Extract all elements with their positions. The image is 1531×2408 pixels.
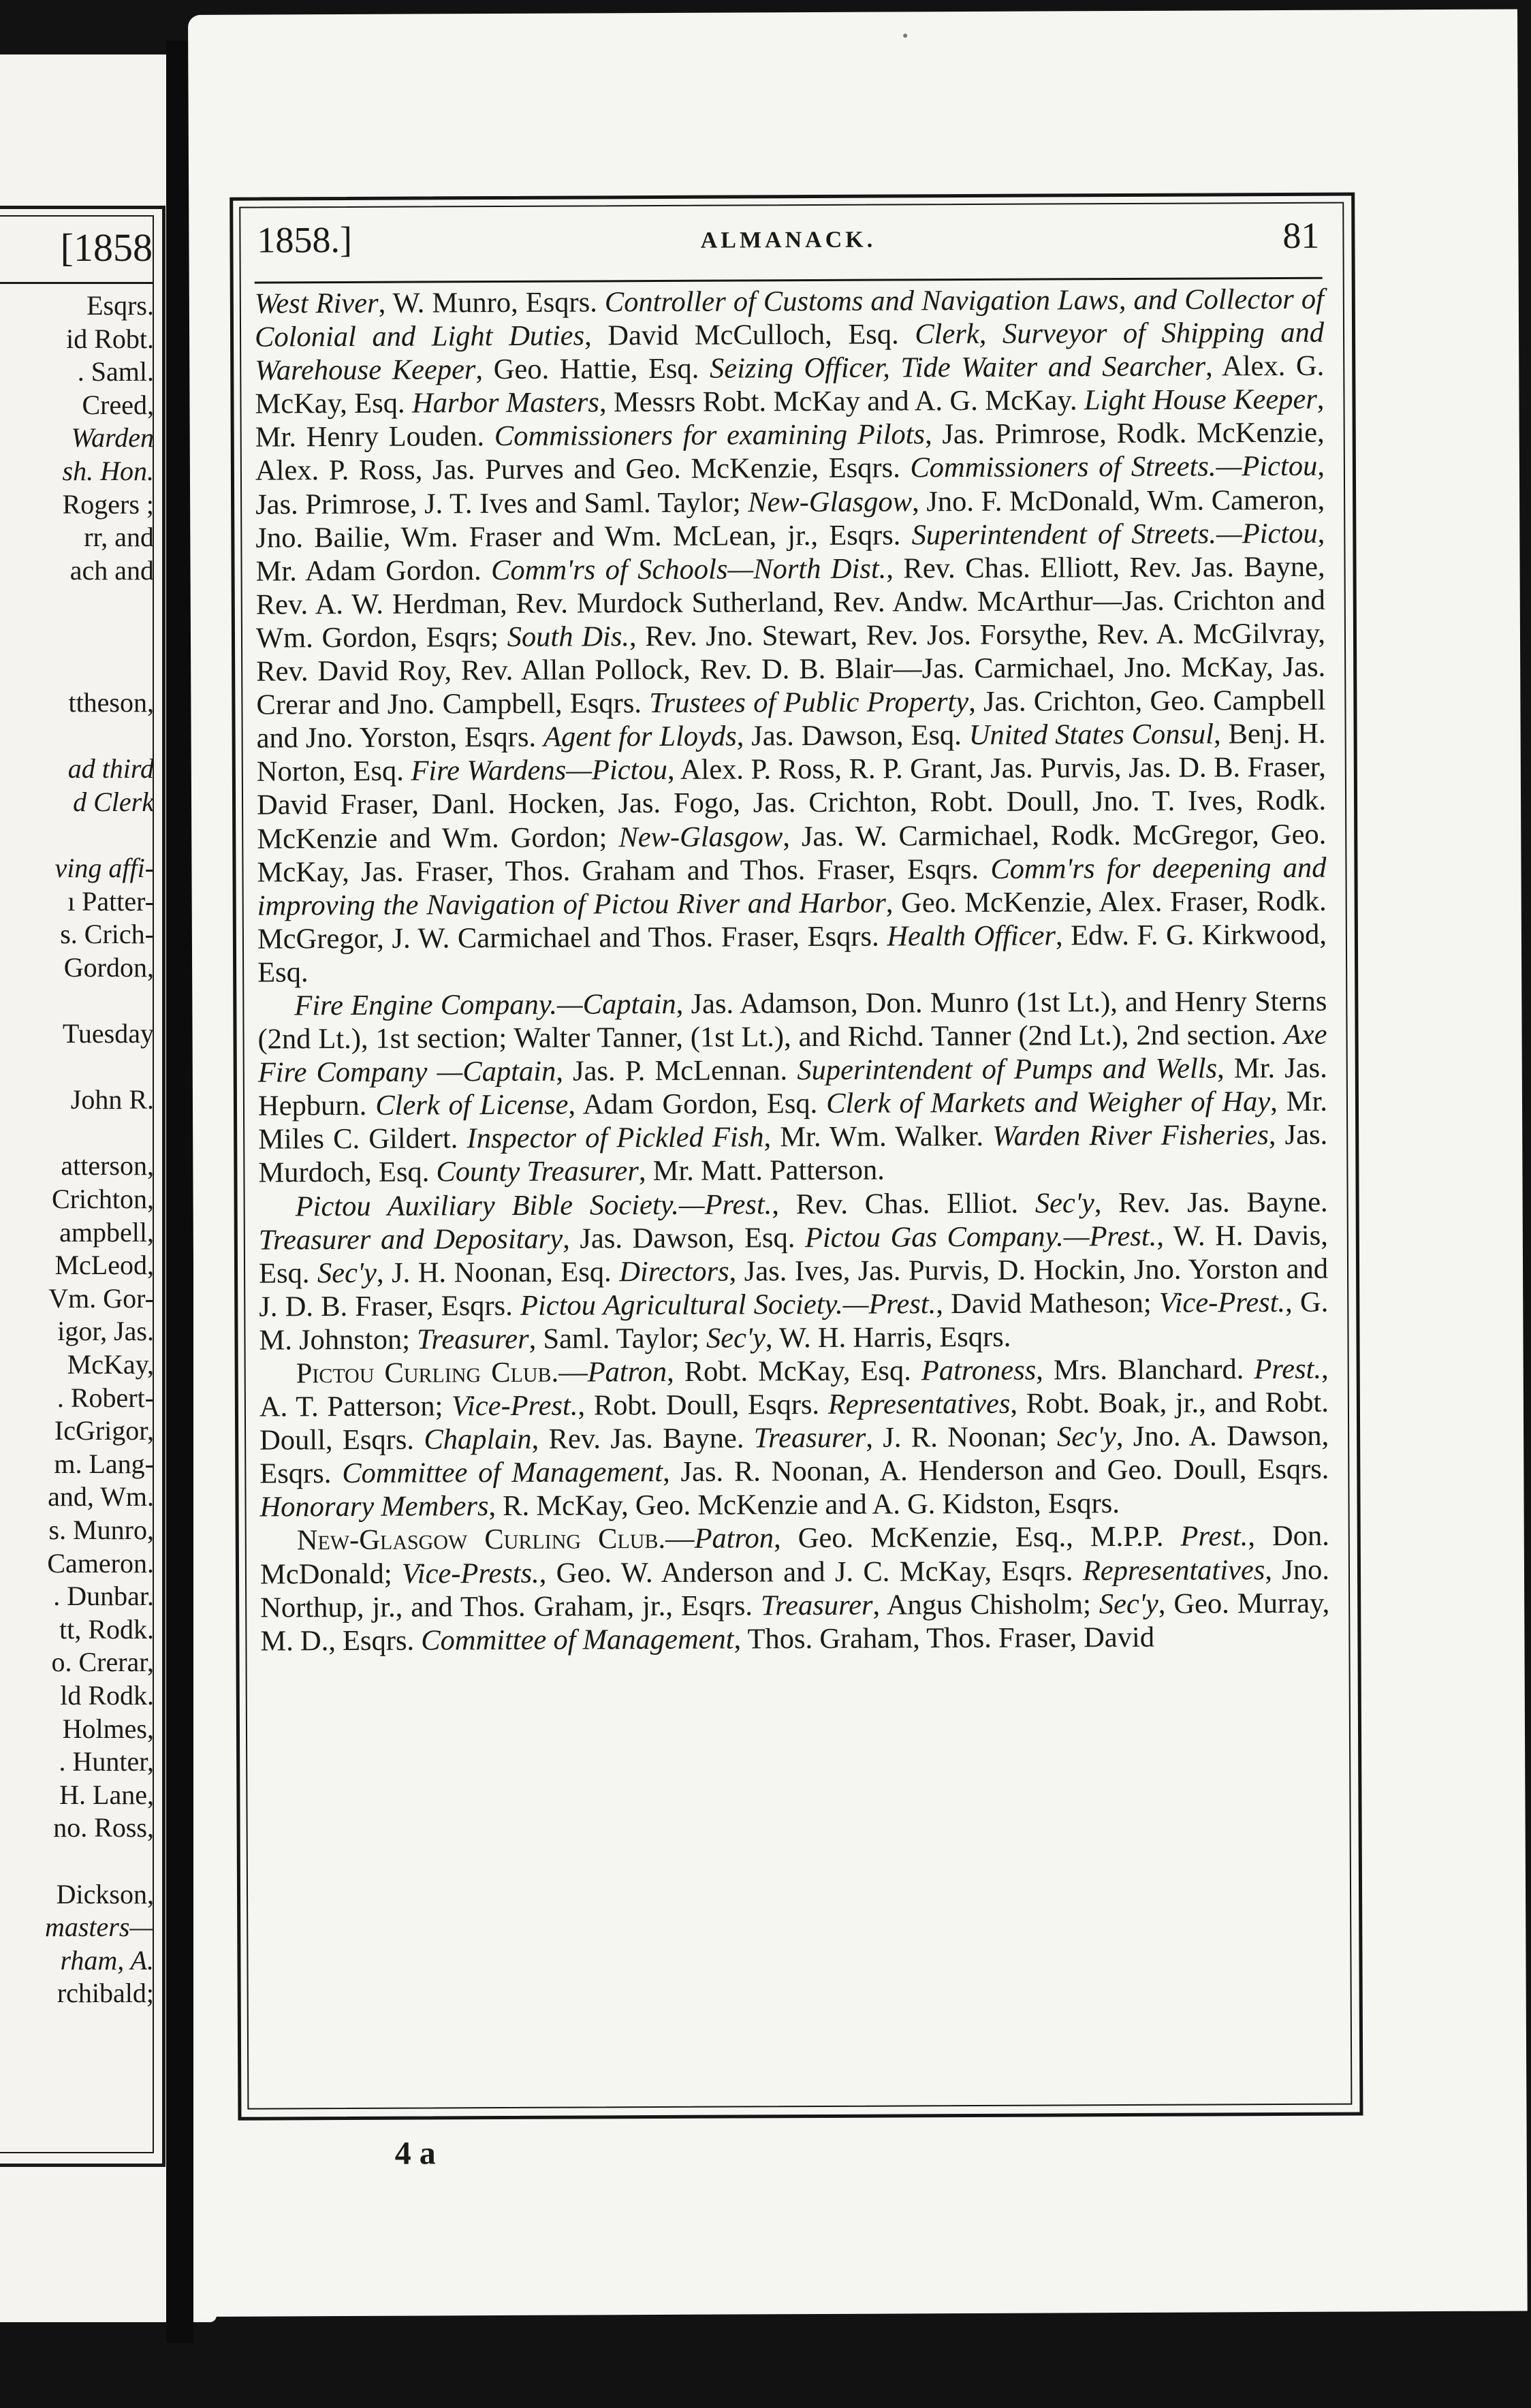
text-run: M. D. [260,1624,329,1658]
italic-run: Fire Wardens—Pictou [411,754,668,787]
italic-run: Vice-Prests. [401,1557,539,1590]
italic-run: Sec'y [1099,1587,1158,1620]
page-number: 81 [1282,215,1320,256]
text-run: , Jas. Dawson, Esq. [736,719,969,752]
left-page-line: igor, Jas. [57,1316,154,1347]
left-page-line: rr, and [84,522,154,553]
italic-run: Controller of Customs and Navigation Laws, and Collector of Colonial and Light Duties [254,283,1324,353]
text-run: , Robt. Boak, jr., and Robt. Doull, Esqrs. [259,1386,1329,1457]
left-page-line: ttheson, [68,687,154,718]
left-page-line: . Dunbar. [53,1581,154,1612]
left-page-line: McLeod, [54,1250,154,1281]
italic-run: Vice-Prest. [452,1389,578,1423]
left-page-line: m. Lang- [54,1448,154,1479]
text-run: , Saml. Taylor; [528,1322,707,1355]
text-run: , Geo. W. Anderson and J. C. McKay, Esqrs. [539,1554,1083,1589]
italic-run: Sec'y [706,1322,766,1354]
text-run: , Mr. Henry Louden. [255,383,1325,454]
text-run: , Geo. Hattie, Esq. [475,352,710,386]
left-page-header: [1858 [60,225,153,270]
text-run: , Messrs Robt. McKay and A. G. McKay. [599,384,1085,419]
running-header [257,215,1319,274]
italic-run: Treasurer [760,1589,873,1622]
left-page-line: Gordon, [63,951,154,983]
italic-run: Committee of Management [342,1456,663,1490]
text-run: , Jas. Ives, Jas. Purvis, D. Hockin, Jno. Yorston and J. D. B. Fraser, Esqrs. [259,1252,1329,1323]
left-page-line: ld Rodk. [60,1679,154,1711]
left-page-line [0,1845,154,1878]
text-run: , Alex. G. McKay, Esq. [255,349,1325,420]
italic-run: Prest. [1254,1352,1322,1386]
left-page-line: ampbell, [59,1216,154,1248]
italic-run: Pictou Agricultural Society.—Prest. [520,1288,936,1322]
left-page-line: . Robert- [57,1382,154,1413]
left-page-line: sh. Hon. [62,455,154,486]
text-run: , Jno. Northup, jr., and Thos. Graham, jr., Esqrs. [260,1553,1330,1624]
text-run: , Geo. Murray, [1158,1587,1330,1620]
italic-run: Superintendent of Streets.—Pictou [911,517,1318,552]
text-run: , W. H. Harris, Esqrs. [765,1320,1011,1354]
text-run: , W. H. Davis, Esq. [258,1219,1328,1290]
italic-run: Chaplain [424,1423,532,1456]
text-run: , Angus Chisholm; [872,1587,1099,1621]
text-run: , Thos. Graham, Thos. Fraser, David [733,1621,1155,1656]
left-page-line: Tuesday [62,1018,154,1049]
left-page-line: John R. [70,1084,154,1115]
italic-run: Sec'y [317,1256,377,1289]
left-page-line [0,1117,154,1150]
italic-run: Seizing Officer, Tide Waiter and Searcher [709,350,1206,385]
text-run: , Mr. Matt. Patterson. [638,1154,885,1188]
italic-run: Trustees of Public Property [649,686,969,720]
text-run: , W. Munro, Esqrs. [378,286,605,319]
text-run: , Jno. A. Dawson, Esqrs. [259,1419,1329,1490]
italic-run: Agent for Lloyds [543,720,737,753]
text-run: , Benj. H. Norton, Esq. [256,717,1326,788]
left-page-line: s. Munro, [48,1514,154,1545]
header-title: ALMANACK. [700,227,877,253]
left-page-line: d Clerk [73,786,154,817]
left-page-line: Rogers ; [62,488,154,520]
italic-run: Superintendent of Pumps and Wells [797,1052,1218,1087]
text-run: , G. M. Johnston; [259,1286,1329,1357]
text-run: , Adam Gordon, Esq. [568,1088,827,1121]
italic-run: Commissioners for examining Pilots [494,418,926,453]
italic-run: Pictou Gas Company.—Prest. [804,1220,1157,1254]
left-page-line [0,984,154,1017]
left-page-line: Vm. Gor- [48,1282,154,1314]
text-run: , Robt. McKay, Esq. [667,1354,921,1388]
left-page-line [0,720,154,753]
text-run: , Mr. Adam Gordon. [255,517,1325,588]
italic-run: Directors [619,1255,729,1288]
text-run: , Geo. McKenzie, Esq., M.P.P. [773,1521,1181,1555]
left-page-line: tt, Rodk. [59,1613,154,1645]
paper-speck [903,33,907,37]
text-run: , Mr. Jas. Hepburn. [257,1051,1327,1122]
left-page-line: s. Crich- [60,919,154,950]
left-page-line [0,654,154,687]
left-page-line: and, Wm. [48,1481,154,1512]
italic-run: Warden River Fisheries [992,1119,1269,1153]
text-run: , Mrs. Blanchard. [1036,1353,1254,1387]
italic-run: Comm'rs for deepening and improving the Navigation of Pictou River and Harbor [257,851,1327,922]
italic-run: Patron [587,1355,667,1389]
left-page-line: id Robt. [66,323,154,354]
left-page-line: rchibald; [57,1978,154,2009]
left-page-line: IcGrigor, [54,1415,154,1446]
text-run: , Jas. Crichton, Geo. Campbell and Jno. Yorston, Esqrs. [256,684,1326,755]
text-run: , Jno. F. McDonald, Wm. Cameron, Jno. Bailie, Wm. Fraser and Wm. McLean, jr., Esqrs. [255,484,1325,554]
italic-run: Commissioners of Streets.—Pictou [910,450,1318,484]
text-run: , Jas. W. Carmichael, Rodk. McGregor, Geo. McKay, Jas. Fraser, Thos. Graham and Thos. Fraser, Esqrs. [257,818,1327,889]
left-page-line: atterson, [61,1150,154,1182]
italic-run: Pictou Auxiliary Bible Society.—Prest. [295,1188,772,1222]
italic-run: Comm'rs of Schools—North Dist. [491,552,887,586]
italic-run: Committee of Management [421,1623,734,1657]
paragraph [257,985,1327,1190]
italic-run: South Dis. [507,620,630,653]
italic-run: Health Officer [887,919,1056,953]
signature-mark: 4 a [394,2135,436,2172]
left-page-line: ach and [69,554,154,586]
text-run: , Mr. Miles C. Gildert. [258,1085,1328,1156]
text-run: , J. H. Noonan, Esq. [376,1255,620,1289]
italic-run: New-Glasgow [748,485,913,518]
left-page-line: ad third [67,753,154,785]
italic-run: New-Glasgow [618,820,783,853]
italic-run: Clerk of License [375,1088,569,1122]
italic-run: Honorary Members [259,1490,489,1523]
italic-run: Sec'y [1056,1421,1116,1453]
text-run: , Jas. R. Noonan, A. Henderson and Geo. Doull, Esqrs. [662,1453,1329,1489]
italic-run: Representatives [827,1387,1011,1421]
text-run: , J. R. Noonan; [866,1421,1058,1454]
text-run: , Edw. F. G. Kirkwood, Esq. [257,918,1327,989]
text-run: , R. McKay, Geo. McKenzie and A. G. Kidston, Esqrs. [488,1487,1120,1523]
text-run: , Rev. Jno. Stewart, Rev. Jos. Forsythe, Rev. A. McGilvray, Rev. David Roy, Rev. Allan Pollock, Rev. D. B. Blair—Jas. Carmichael, Jno. McKay, Jas. Crerar and Jno. Campbell, Esqrs. [256,617,1326,721]
text-run: , Rev. Chas. Elliott, Rev. Jas. Bayne, Rev. A. W. Herdman, Rev. Murdock Sutherland, Rev. Andw. McArthur—Jas. Crichton and Wm. Gordon, Esqrs; [255,550,1325,654]
left-page-line [0,819,154,853]
italic-run: Vice-Prest. [1158,1286,1286,1319]
paragraph [255,283,1327,989]
left-page-text [0,289,154,2010]
text-run: , A. T. Patterson; [259,1352,1329,1423]
text-run: , Rev. Jas. Bayne. [531,1422,754,1456]
text-run: , Jas. Primrose, Rodk. McKenzie, Alex. P. Ross, Jas. Purves and Geo. McKenzie, Esqrs. [255,417,1325,488]
text-run: , Esqrs. [328,1624,422,1657]
text-run: , Jas. Primrose, J. T. Ives and Saml. Taylor; [255,450,1325,521]
italic-run: Patroness [921,1354,1037,1387]
left-page-line: Creed, [82,389,154,420]
paragraph [260,1519,1330,1658]
italic-run: Treasurer [416,1322,529,1356]
italic-run: Treasurer and Depositary [258,1222,563,1256]
italic-run: Clerk, Surveyor of Shipping and Warehouse Keeper [255,316,1325,387]
italic-run: Sec'y [1035,1186,1094,1220]
left-page-line: . Saml. [77,356,154,387]
left-page-line [0,620,154,654]
left-page-line: Crichton, [52,1184,154,1215]
left-page-line: Esqrs. [86,290,154,321]
italic-run: Treasurer [753,1421,866,1455]
italic-run: Representatives [1082,1553,1265,1587]
left-page-rule [0,282,153,284]
text-run: — [665,1523,695,1555]
text-run: , Alex. P. Ross, R. P. Grant, Jas. Purvis, Jas. D. B. Fraser, David Fraser, Danl. Hocken, Jas. Fogo, Jas. Crichton, Robt. Doull, Jno. T. Ives, Rodk. McKenzie and Wm. Gordon; [256,751,1327,855]
text-run: , Mr. Wm. Walker. [763,1120,993,1154]
paragraph [259,1352,1329,1524]
left-page-line: Cameron. [47,1547,154,1579]
text-run: , Rev. Chas. Elliot. [772,1187,1035,1220]
left-page-line: masters— [44,1912,154,1943]
left-page-line: no. Ross, [53,1812,154,1843]
text-run: , Jas. Murdoch, Esq. [258,1119,1328,1190]
italic-run: Axe Fire Company —Captain [257,1018,1327,1089]
left-page-line: Holmes, [62,1713,154,1744]
text-run: , Jas. Dawson, Esq. [563,1221,806,1255]
text-run: , David Matheson; [936,1286,1159,1320]
text-run: — [558,1356,588,1389]
italic-run: Patron [694,1522,774,1555]
header-year: 1858.] [257,219,353,261]
text-run: , David McCulloch, Esq. [584,318,915,352]
italic-run: Prest. [1180,1520,1248,1553]
italic-run: Harbor Masters [411,386,600,419]
text-run: Pictou Curling Club. [296,1356,559,1390]
italic-run: Light House Keeper [1084,383,1317,417]
text-run: , Don. McDonald; [259,1520,1329,1591]
text-run: New-Glasgow Curling Club. [296,1523,666,1557]
text-run: , Jas. Adamson, Don. Munro (1st Lt.), and Henry Sterns (2nd Lt.), 1st section; Walter Tanner, (1st Lt.), and Richd. Tanner (2nd Lt.), 2nd section. [257,985,1327,1056]
left-page-line: Dickson, [56,1878,154,1910]
left-page-line: McKay, [67,1349,154,1380]
left-page-line: ı Patter- [67,885,154,917]
italic-run: Clerk of Markets and Weigher of Hay [826,1086,1271,1120]
text-run: , Robt. Doull, Esqrs. [578,1389,828,1422]
italic-run: United States Consul [968,718,1214,752]
left-page-line: . Hunter, [59,1746,154,1777]
left-page-line: H. Lane, [59,1779,154,1810]
italic-run: West River [254,287,379,320]
italic-run: Fire Engine Company.—Captain [294,987,676,1022]
right-page [188,9,1528,2316]
italic-run: County Treasurer [436,1155,640,1188]
text-run: , Jas. P. McLennan. [556,1054,798,1088]
left-page-line [0,587,154,620]
left-page-line: ving affi- [54,853,154,884]
body-text [255,283,1330,1658]
text-run: , Rev. Jas. Bayne. [1094,1186,1328,1219]
left-page-line [0,1051,154,1084]
paragraph [259,1185,1329,1357]
italic-run: Inspector of Pickled Fish [467,1121,764,1155]
text-run: , Geo. McKenzie, Alex. Fraser, Rodk. McGregor, J. W. Carmichael and Thos. Fraser, Esqrs. [257,885,1327,955]
left-page-line: o. Crerar, [51,1647,154,1678]
left-page-line: Warden [71,422,154,454]
left-page-line: rham, A. [60,1944,154,1976]
